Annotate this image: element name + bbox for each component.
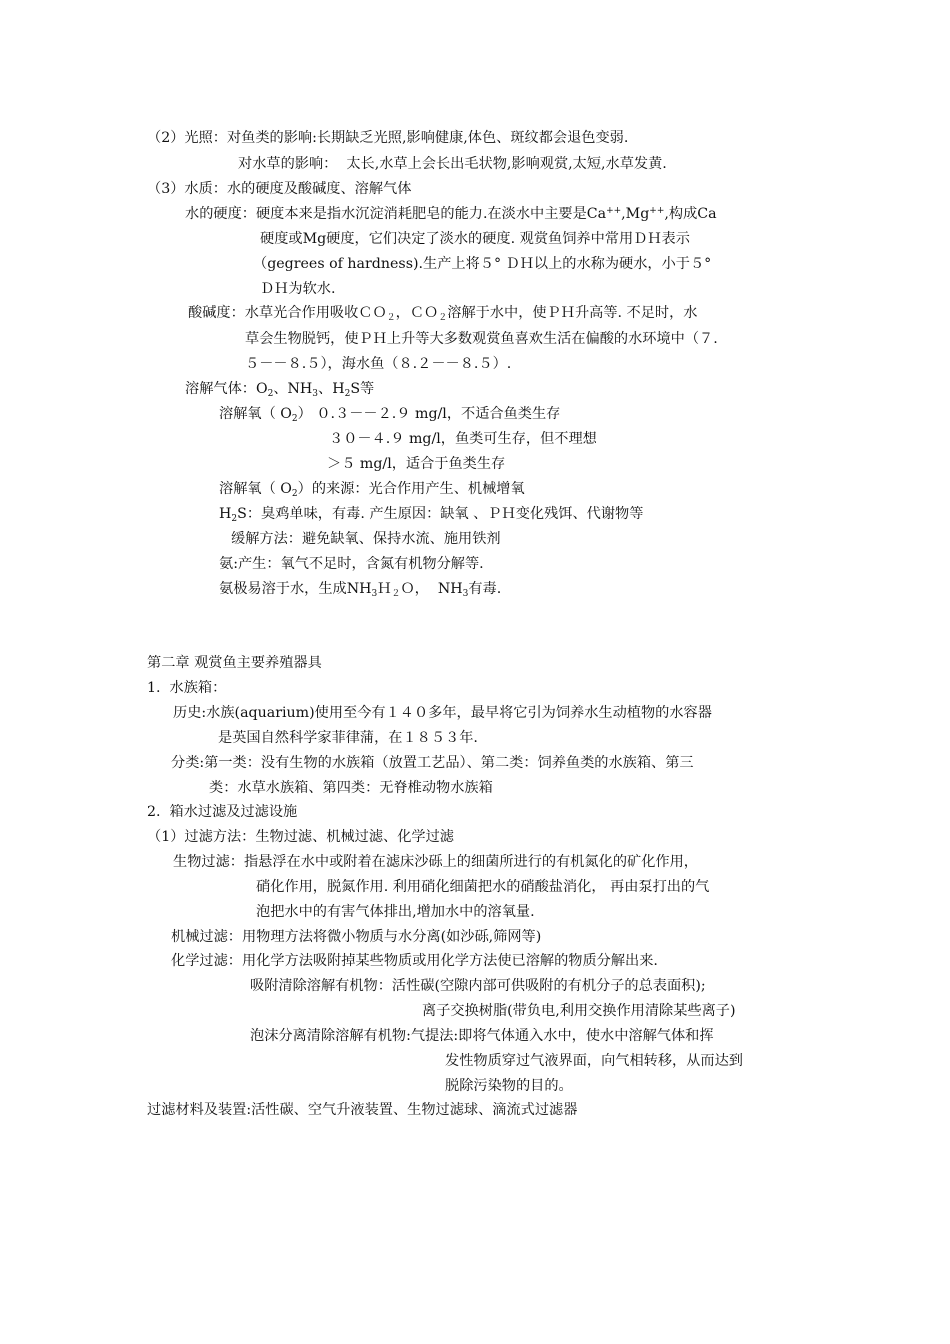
history-line-2: 是英国自然科学家菲律蒲，在１８５３年. xyxy=(218,730,478,746)
oxygen-line-1: 溶解氧（ $O_2$） ０.３－－２.９ mg/l，不适合鱼类生存 xyxy=(219,406,561,424)
oxygen-source-line: 溶解氧（ $O_2$）的来源：光合作用产生、机械增氧 xyxy=(219,481,525,499)
water-quality-title: （3）水质：水的硬度及酸碱度、溶解气体 xyxy=(147,181,412,197)
oxygen-line-2: ３０－４.９ mg/l，鱼类可生存，但不理想 xyxy=(329,431,597,447)
chapter-title: 第二章 观赏鱼主要养殖器具 xyxy=(147,655,322,671)
acidity-line-3: ５－－８.５），海水鱼（８.２－－８.５）. xyxy=(245,356,512,372)
bio-filter-line-3: 泡把水中的有害气体排出,增加水中的溶氧量. xyxy=(256,904,535,920)
hardness-line-1: 水的硬度：硬度本来是指水沉淀消耗肥皂的能力.在淡水中主要是Ca++,Mg++,构成Ca xyxy=(185,206,717,222)
bio-filter-line-1: 生物过滤：指悬浮在水中或附着在滤床沙砾上的细菌所进行的有机氮化的矿化作用， xyxy=(173,854,698,870)
acidity-line-1: 酸碱度：水草光合作用吸收ＣＯ$_2$，ＣＯ$_2$溶解于水中，使ＰＨ升高等. 不足时，水 xyxy=(188,305,698,323)
light-line-1: （2）光照：对鱼类的影响:长期缺乏光照,影响健康,体色、斑纹都会退色变弱. xyxy=(147,130,629,146)
adsorb-line-1: 吸附清除溶解有机物：活性碳(空隙内部可供吸附的有机分子的总表面积); xyxy=(250,978,706,994)
materials-line: 过滤材料及装置:活性碳、空气升液装置、生物过滤球、滴流式过滤器 xyxy=(147,1102,578,1118)
hardness-line-2: 硬度或Mg硬度，它们决定了淡水的硬度. 观赏鱼饲养中常用ＤＨ表示 xyxy=(260,231,690,247)
light-line-2: 对水草的影响： 太长,水草上会长出毛状物,影响观赏,太短,水草发黄. xyxy=(238,156,667,172)
item-filtration: 2. 箱水过滤及过滤设施 xyxy=(147,804,298,820)
category-line-2: 类：水草水族箱、第四类：无脊椎动物水族箱 xyxy=(209,780,493,796)
chem-filter-line: 化学过滤：用化学方法吸附掉某些物质或用化学方法使已溶解的物质分解出来. xyxy=(171,953,658,969)
mech-filter-line: 机械过滤：用物理方法将微小物质与水分离(如沙砾,筛网等) xyxy=(171,929,542,945)
ammonia-line-2: 氨极易溶于水，生成$NH_3H_2O$， $NH_3$有毒. xyxy=(219,581,502,599)
dissolved-gas-line: 溶解气体：$O_2$、$NH_3$、$H_2S$等 xyxy=(185,381,375,399)
acidity-line-2: 草会生物脱钙，使ＰＨ上升等大多数观赏鱼喜欢生活在偏酸的水环境中（７. xyxy=(245,331,718,347)
ammonia-line-1: 氨:产生：氧气不足时，含氮有机物分解等. xyxy=(219,556,484,572)
relief-line: 缓解方法：避免缺氧、保持水流、施用铁剂 xyxy=(231,531,501,547)
bio-filter-line-2: 硝化作用，脱氮作用. 利用硝化细菌把水的硝酸盐消化， 再由泵打出的气 xyxy=(256,879,710,895)
foam-line-3: 脱除污染物的目的。 xyxy=(445,1078,573,1094)
hardness-line-4: ＤＨ为软水. xyxy=(260,281,336,297)
history-line-1: 历史:水族(aquarium)使用至今有１４０多年，最早将它引为饲养水生动植物的水容器 xyxy=(173,705,712,721)
foam-line-2: 发性物质穿过气液界面，向气相转移，从而达到 xyxy=(445,1053,743,1069)
foam-line-1: 泡沫分离清除溶解有机物:气提法:即将气体通入水中，使水中溶解气体和挥 xyxy=(250,1028,714,1044)
item-aquarium: 1. 水族箱： xyxy=(147,680,227,696)
oxygen-line-3: ＞５ mg/l，适合于鱼类生存 xyxy=(327,456,506,472)
h2s-line: $H_2S$：臭鸡单味，有毒. 产生原因：缺氧 、ＰＨ变化残饵、代谢物等 xyxy=(219,506,644,524)
category-line-1: 分类:第一类：没有生物的水族箱（放置工艺品）、第二类：饲养鱼类的水族箱、第三 xyxy=(171,755,694,771)
adsorb-line-2: 离子交换树脂(带负电,利用交换作用清除某些离子) xyxy=(422,1003,736,1019)
filter-method-line: （1）过滤方法：生物过滤、机械过滤、化学过滤 xyxy=(147,829,454,845)
hardness-line-3: （gegrees of hardness).生产上将５° ＤＨ以上的水称为硬水，小于５° xyxy=(253,256,712,272)
